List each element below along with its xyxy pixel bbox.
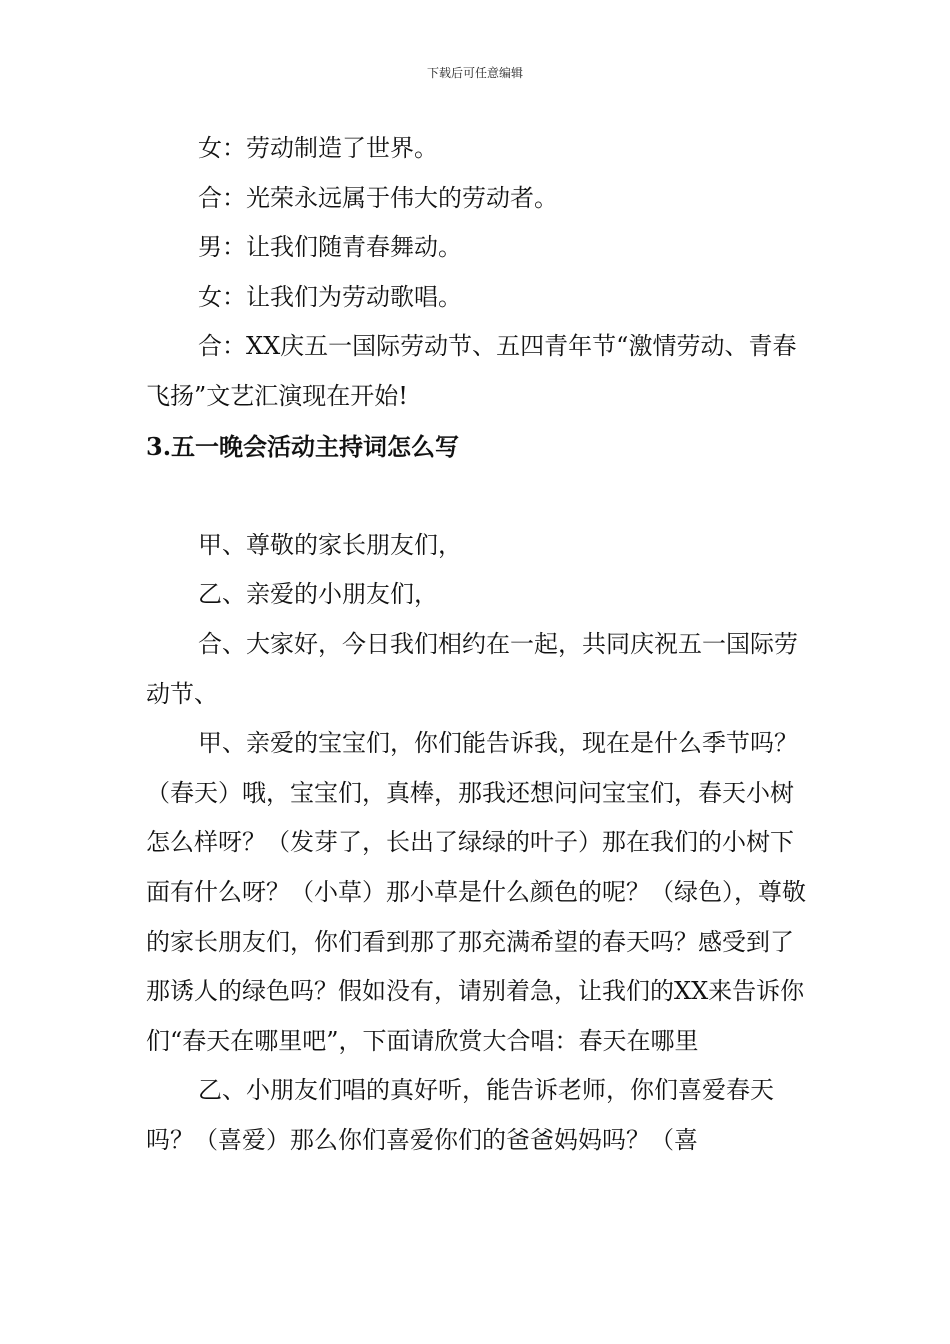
paragraph: 合：XX庆五一国际劳动节、五四青年节“激情劳动、青春飞扬”文艺汇演现在开始! (146, 332, 797, 410)
paragraph: 女：劳动制造了世界。 (198, 134, 438, 162)
paragraph: 合、大家好，今日我们相约在一起，共同庆祝五一国际劳动节、 (146, 629, 798, 708)
paragraph: 甲、亲爱的宝宝们，你们能告诉我，现在是什么季节吗？（春天）哦，宝宝们，真棒，那我还想问问宝宝们，春天小树怎么样呀？（发芽了，长出了绿绿的叶子）那在我们的小树下面有什么呀？（小草）那小草是什么颜色的呢？（绿色），尊敬的家长朋友们，你们看到那了那充满希望的春天吗？感受到了那诱人的绿色吗？假如没有，请别着急，让我们的XX来告诉你们“春天在哪里吧”，下面请欣赏大合唱：春天在哪里 (146, 729, 806, 1055)
document-body (146, 124, 806, 1165)
paragraph: 男：让我们随青春舞动。 (198, 233, 462, 262)
paragraph: 女：让我们为劳动歌唱。 (198, 282, 462, 311)
paragraph: 合：光荣永远属于伟大的劳动者。 (198, 183, 558, 212)
paragraph: 乙、亲爱的小朋友们， (198, 580, 438, 609)
paragraph: 甲、尊敬的家长朋友们， (198, 530, 462, 559)
paragraph: 乙、小朋友们唱的真好听，能告诉老师，你们喜爱春天吗？（喜爱）那么你们喜爱你们的爸爸妈妈吗？（喜 (146, 1076, 774, 1154)
section-heading: 3.五一晚会活动主持词怎么写 (146, 431, 460, 461)
blank-line (146, 471, 806, 521)
page-header: 下载后可任意编辑 (426, 66, 523, 80)
